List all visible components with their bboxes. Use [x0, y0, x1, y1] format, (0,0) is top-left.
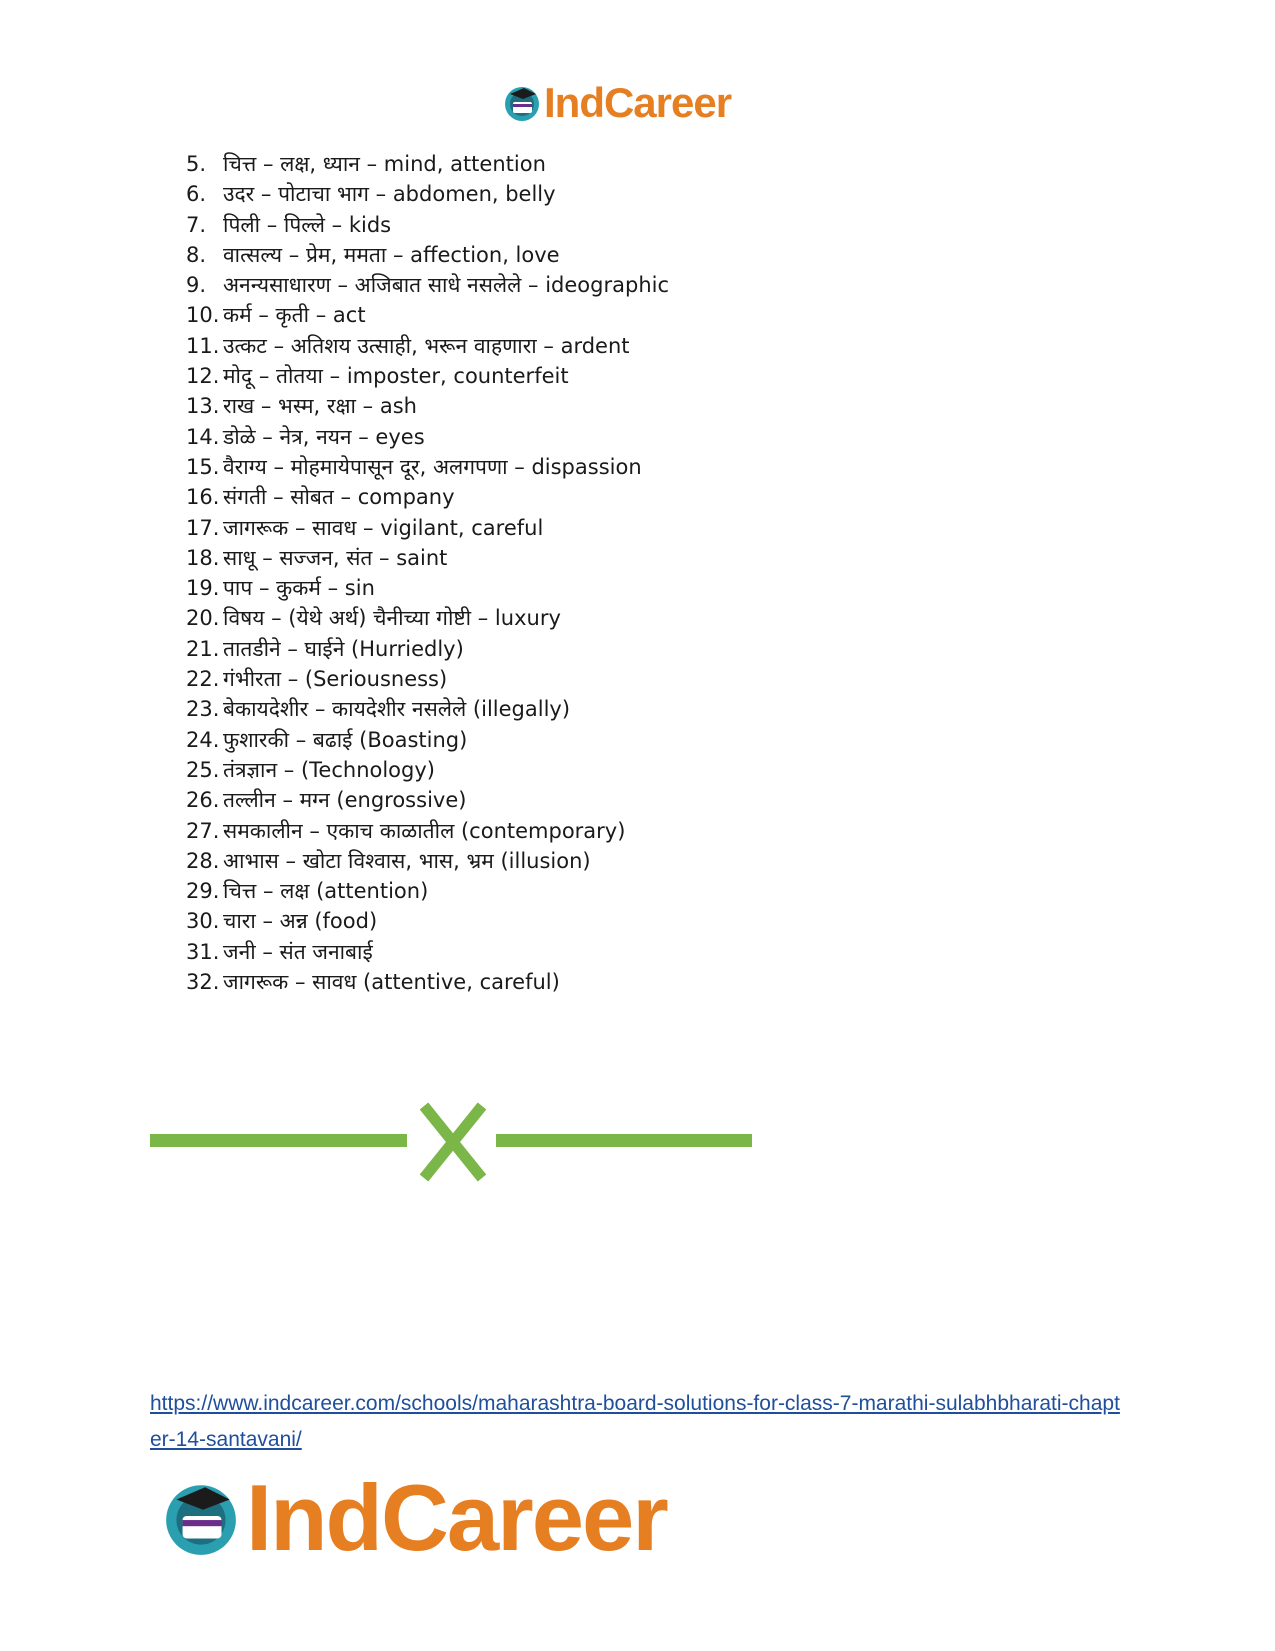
vocab-item	[186, 452, 669, 482]
vocab-item	[186, 422, 669, 452]
vocab-number: 26.	[186, 788, 220, 813]
vocab-item	[186, 391, 669, 421]
vocabulary-list	[186, 149, 669, 997]
vocab-text: चारा – अन्न (food)	[223, 909, 378, 934]
vocab-text: वैराग्य – मोहमायेपासून दूर, अलगपणा – dispassion	[223, 454, 642, 479]
vocab-item	[186, 937, 669, 967]
vocab-item	[186, 331, 669, 361]
vocab-number: 12.	[186, 364, 220, 389]
vocab-text: समकालीन – एकाच काळातील (contemporary)	[223, 818, 626, 843]
vocab-number: 9.	[186, 273, 207, 298]
vocab-item	[186, 300, 669, 330]
vocab-text: बेकायदेशीर – कायदेशीर नसलेले (illegally)	[223, 697, 571, 722]
vocab-item	[186, 906, 669, 936]
vocab-number: 17.	[186, 515, 220, 540]
vocab-text: तातडीने – घाईने (Hurriedly)	[223, 636, 464, 661]
vocab-number: 13.	[186, 394, 220, 419]
vocab-text: जागरूक – सावध (attentive, careful)	[223, 970, 560, 995]
vocab-item	[186, 149, 669, 179]
vocab-text: कर्म – कृती – act	[223, 303, 366, 328]
vocab-item	[186, 785, 669, 815]
vocab-text: संगती – सोबत – company	[223, 485, 455, 510]
vocab-item	[186, 876, 669, 906]
vocab-item	[186, 573, 669, 603]
vocab-text: उदर – पोटाचा भाग – abdomen, belly	[223, 182, 556, 207]
vocab-item	[186, 361, 669, 391]
vocab-number: 31.	[186, 939, 220, 964]
vocab-text: जागरूक – सावध – vigilant, careful	[223, 515, 544, 540]
vocab-number: 16.	[186, 485, 220, 510]
graduation-cap-book-icon	[160, 1477, 242, 1559]
vocab-text: फुशारकी – बढाई (Boasting)	[223, 727, 468, 752]
graduation-cap-book-icon	[502, 83, 542, 123]
vocab-number: 5.	[186, 152, 207, 176]
vocab-number: 14.	[186, 424, 220, 449]
vocab-number: 22.	[186, 667, 220, 692]
vocab-text: उत्कट – अतिशय उत्साही, भरून वाहणारा – ardent	[223, 333, 630, 358]
vocab-text: चित्त – लक्ष (attention)	[223, 879, 429, 904]
vocab-item	[186, 513, 669, 543]
vocab-number: 23.	[186, 697, 220, 722]
vocab-number: 29.	[186, 879, 220, 904]
vocab-item	[186, 816, 669, 846]
vocab-number: 15.	[186, 454, 220, 479]
vocab-item	[186, 482, 669, 512]
vocab-item	[186, 179, 669, 209]
vocab-number: 25.	[186, 757, 220, 782]
vocab-text: डोळे – नेत्र, नयन – eyes	[223, 424, 425, 449]
vocab-text: जनी – संत जनाबाई	[223, 939, 373, 964]
vocab-text: राख – भस्म, रक्षा – ash	[223, 394, 417, 419]
vocab-number: 28.	[186, 848, 220, 873]
vocab-item	[186, 755, 669, 785]
vocab-text: तंत्रज्ञान – (Technology)	[223, 757, 435, 782]
header-logo-text: IndCareer	[544, 79, 732, 126]
footer-logo	[160, 1465, 667, 1570]
vocab-item	[186, 967, 669, 997]
vocab-item	[186, 210, 669, 240]
vocab-number: 10.	[186, 303, 220, 328]
vocab-text: मोदू – तोतया – imposter, counterfeit	[223, 364, 569, 389]
vocab-item	[186, 664, 669, 694]
vocab-number: 18.	[186, 545, 220, 570]
vocab-item	[186, 603, 669, 633]
vocab-item	[186, 543, 669, 573]
vocab-text: चित्त – लक्ष, ध्यान – mind, attention	[223, 152, 546, 176]
vocab-number: 7.	[186, 212, 207, 237]
vocab-item	[186, 725, 669, 755]
vocab-text: तल्लीन – मग्न (engrossive)	[223, 788, 467, 813]
vocab-text: पाप – कुकर्म – sin	[223, 576, 375, 601]
vocab-text: विषय – (येथे अर्थ) चैनीच्या गोष्टी – luxury	[223, 606, 561, 631]
vocab-item	[186, 270, 669, 300]
vocab-item	[186, 634, 669, 664]
vocab-number: 24.	[186, 727, 220, 752]
vocab-number: 21.	[186, 636, 220, 661]
vocab-text: अनन्यसाधारण – अजिबात साधे नसलेले – ideographic	[223, 273, 670, 298]
vocab-number: 11.	[186, 333, 220, 358]
vocab-number: 20.	[186, 606, 220, 631]
vocab-item	[186, 694, 669, 724]
vocab-text: गंभीरता – (Seriousness)	[223, 667, 448, 692]
footer-logo-text: IndCareer	[246, 1465, 667, 1570]
vocab-text: साधू – सज्जन, संत – saint	[223, 545, 448, 570]
vocab-number: 32.	[186, 970, 220, 995]
vocab-text: आभास – खोटा विश्वास, भास, भ्रम (illusion)	[223, 848, 591, 873]
section-divider	[150, 1102, 760, 1182]
vocab-text: पिली – पिल्ले – kids	[223, 212, 392, 237]
x-mark-icon	[424, 1106, 482, 1178]
source-url	[150, 1386, 1130, 1458]
vocab-text: वात्सल्य – प्रेम, ममता – affection, love	[223, 242, 560, 267]
source-link[interactable]: https://www.indcareer.com/schools/maharashtra-board-solutions-for-class-7-marathi-sulabhbharati-chapter-14-santavani/	[150, 1392, 1120, 1451]
vocab-number: 6.	[186, 182, 207, 207]
vocab-number: 30.	[186, 909, 220, 934]
vocab-number: 27.	[186, 818, 220, 843]
vocab-item	[186, 846, 669, 876]
vocab-item	[186, 240, 669, 270]
vocab-number: 19.	[186, 576, 220, 601]
header-logo	[502, 80, 731, 126]
vocab-number: 8.	[186, 242, 207, 267]
